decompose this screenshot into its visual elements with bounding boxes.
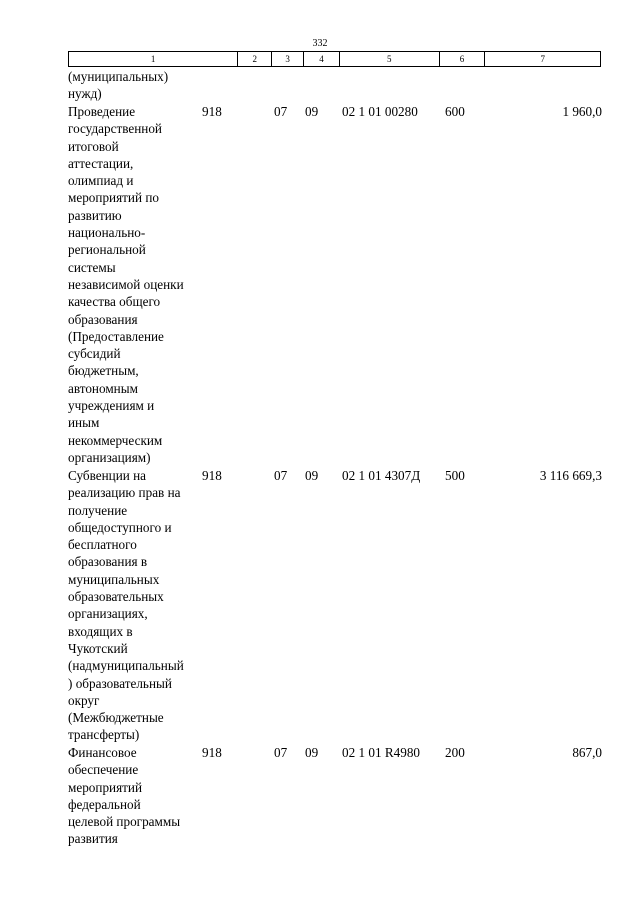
row-2-rz: 07 [274, 468, 288, 483]
table-header [68, 51, 601, 67]
header-col-5: 5 [340, 52, 440, 66]
row-1-ved: 918 [202, 104, 222, 119]
header-col-2: 2 [238, 52, 272, 66]
row-1-rz: 07 [274, 104, 288, 119]
row-1-vr: 600 [445, 104, 465, 119]
row-2-pr: 09 [305, 468, 319, 483]
header-col-1: 1 [69, 52, 238, 66]
row-3-sum: 867,0 [572, 745, 602, 760]
row-2-vr: 500 [445, 468, 465, 483]
row-2-name: Субвенции на реализацию прав на получение общедоступного и бесплатного образования в муниципальных образовательных организациях, входящих в Чукотский (надмуниципальный ) образовательный округ (Межбюджетные трансферты) [68, 468, 184, 743]
header-col-3: 3 [272, 52, 304, 66]
row-1-pr: 09 [305, 104, 319, 119]
row-1-sum: 1 960,0 [562, 104, 602, 119]
row-3-csr: 02 1 01 R4980 [342, 745, 421, 760]
row-3-rz: 07 [274, 745, 288, 760]
header-col-7: 7 [540, 54, 545, 64]
row-1-name: Проведение государственной итоговой аттестации, олимпиад и мероприятий по развитию национально- региональной системы независимой оценки качества общего образования (Предоставление субсидий бюджетным, автономным учреждениям и иным некоммерческим организациям) [68, 104, 184, 465]
row-2-ved: 918 [202, 468, 222, 483]
row-2-csr: 02 1 01 4307Д [342, 468, 421, 483]
header-col-6: 6 [440, 52, 486, 66]
row-3-ved: 918 [202, 745, 222, 760]
row-0-name: (муниципальных) нужд) [68, 69, 169, 102]
row-1-csr: 02 1 01 00280 [342, 104, 418, 119]
header-col-4: 4 [304, 52, 340, 66]
row-3-vr: 200 [445, 745, 465, 760]
row-3-name: Финансовое обеспечение мероприятий федеральной целевой программы развития [68, 745, 181, 847]
page-number: 332 [312, 38, 328, 49]
row-2-sum: 3 116 669,3 [539, 468, 602, 483]
row-3-pr: 09 [305, 745, 319, 760]
